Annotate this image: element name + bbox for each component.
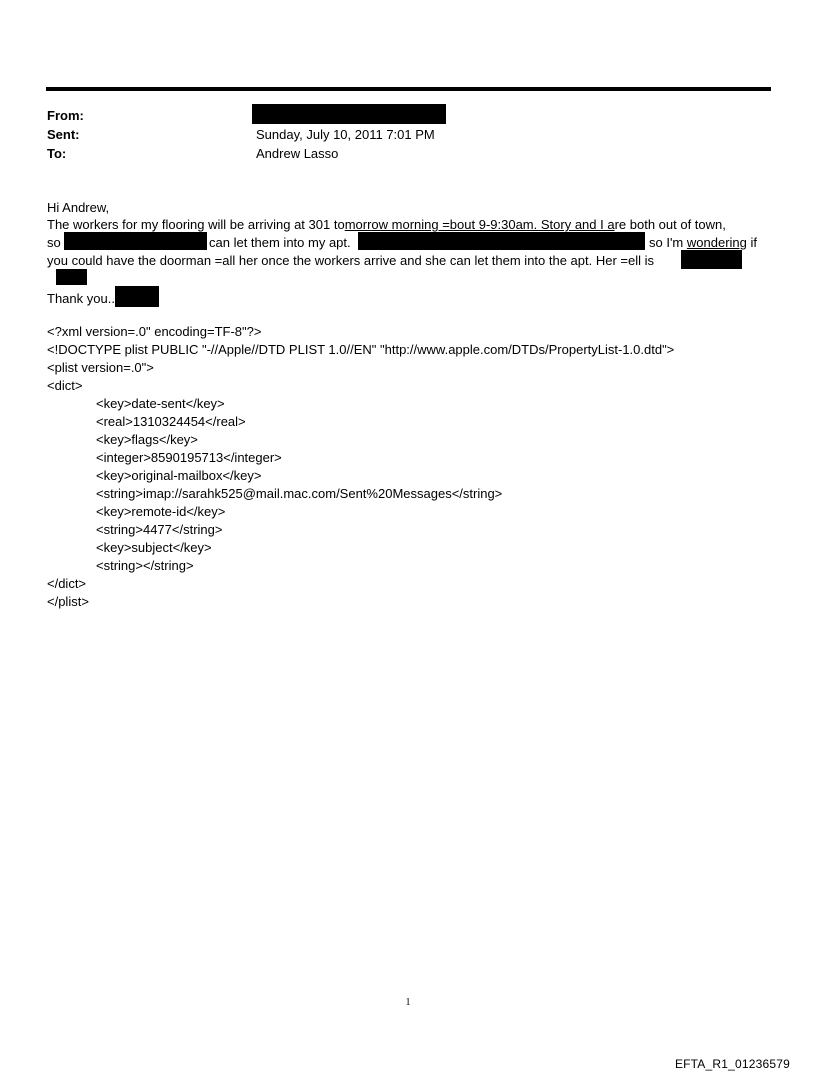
xml-line: <!DOCTYPE plist PUBLIC "-//Apple//DTD PLIST 1.0//EN" "http://www.apple.com/DTDs/PropertyList-1.0.dtd"> xyxy=(47,342,675,357)
body-line-2-underlined: wondering xyxy=(686,235,747,250)
xml-line: <key>date-sent</key> xyxy=(96,396,225,411)
body-line-2-middle: can let them into my apt. xyxy=(209,235,351,250)
to-label: To: xyxy=(47,146,67,161)
body-line-3: you could have the doorman =all her once the workers arrive and she can let them into the apt. Her =ell is xyxy=(47,253,655,268)
body-line-1-underlined: morrow morning =bout 9-9:30am. Story and I a xyxy=(344,217,615,232)
xml-line: <key>flags</key> xyxy=(96,432,198,447)
body-line-2-end xyxy=(649,234,757,251)
xml-line: <dict> xyxy=(47,378,83,393)
greeting: Hi Andrew, xyxy=(47,200,110,215)
phone-redaction-1 xyxy=(681,250,742,269)
xml-line: <key>original-mailbox</key> xyxy=(96,468,262,483)
xml-line: <plist version=.0"> xyxy=(47,360,154,375)
body-line-1-start: The workers for my flooring will be arriving at 301 to xyxy=(47,217,345,232)
body-line-2-suffix: if xyxy=(746,235,758,250)
phrase-redaction xyxy=(358,232,645,250)
xml-line: </plist> xyxy=(47,594,89,609)
name-redaction-1 xyxy=(64,232,207,250)
header-rule xyxy=(46,87,771,91)
xml-line: </dict> xyxy=(47,576,87,591)
xml-line: <key>remote-id</key> xyxy=(96,504,226,519)
xml-line: <key>subject</key> xyxy=(96,540,212,555)
to-value: Andrew Lasso xyxy=(256,146,339,161)
body-line-1-end: re both out of town, xyxy=(614,217,726,232)
xml-line: <?xml version=.0" encoding=TF-8"?> xyxy=(47,324,262,339)
from-redaction xyxy=(252,104,446,124)
signature-redaction xyxy=(115,286,159,307)
body-line-2-wondering-prefix: so I'm xyxy=(649,235,687,250)
page-number: 1 xyxy=(405,997,411,1008)
thanks-line: Thank you.. xyxy=(47,291,115,306)
sent-value: Sunday, July 10, 2011 7:01 PM xyxy=(256,127,435,142)
xml-line: <string>imap://sarahk525@mail.mac.com/Sent%20Messages</string> xyxy=(96,486,503,501)
from-label: From: xyxy=(47,108,84,123)
phone-redaction-2 xyxy=(56,269,87,285)
body-line-1 xyxy=(47,216,726,233)
sent-label: Sent: xyxy=(47,127,80,142)
body-line-2-start: so xyxy=(47,235,61,250)
xml-line: <integer>8590195713</integer> xyxy=(96,450,282,465)
document-id: EFTA_R1_01236579 xyxy=(674,1057,790,1071)
xml-line: <string>4477</string> xyxy=(96,522,223,537)
xml-line: <real>1310324454</real> xyxy=(96,414,246,429)
xml-line: <string></string> xyxy=(96,558,194,573)
